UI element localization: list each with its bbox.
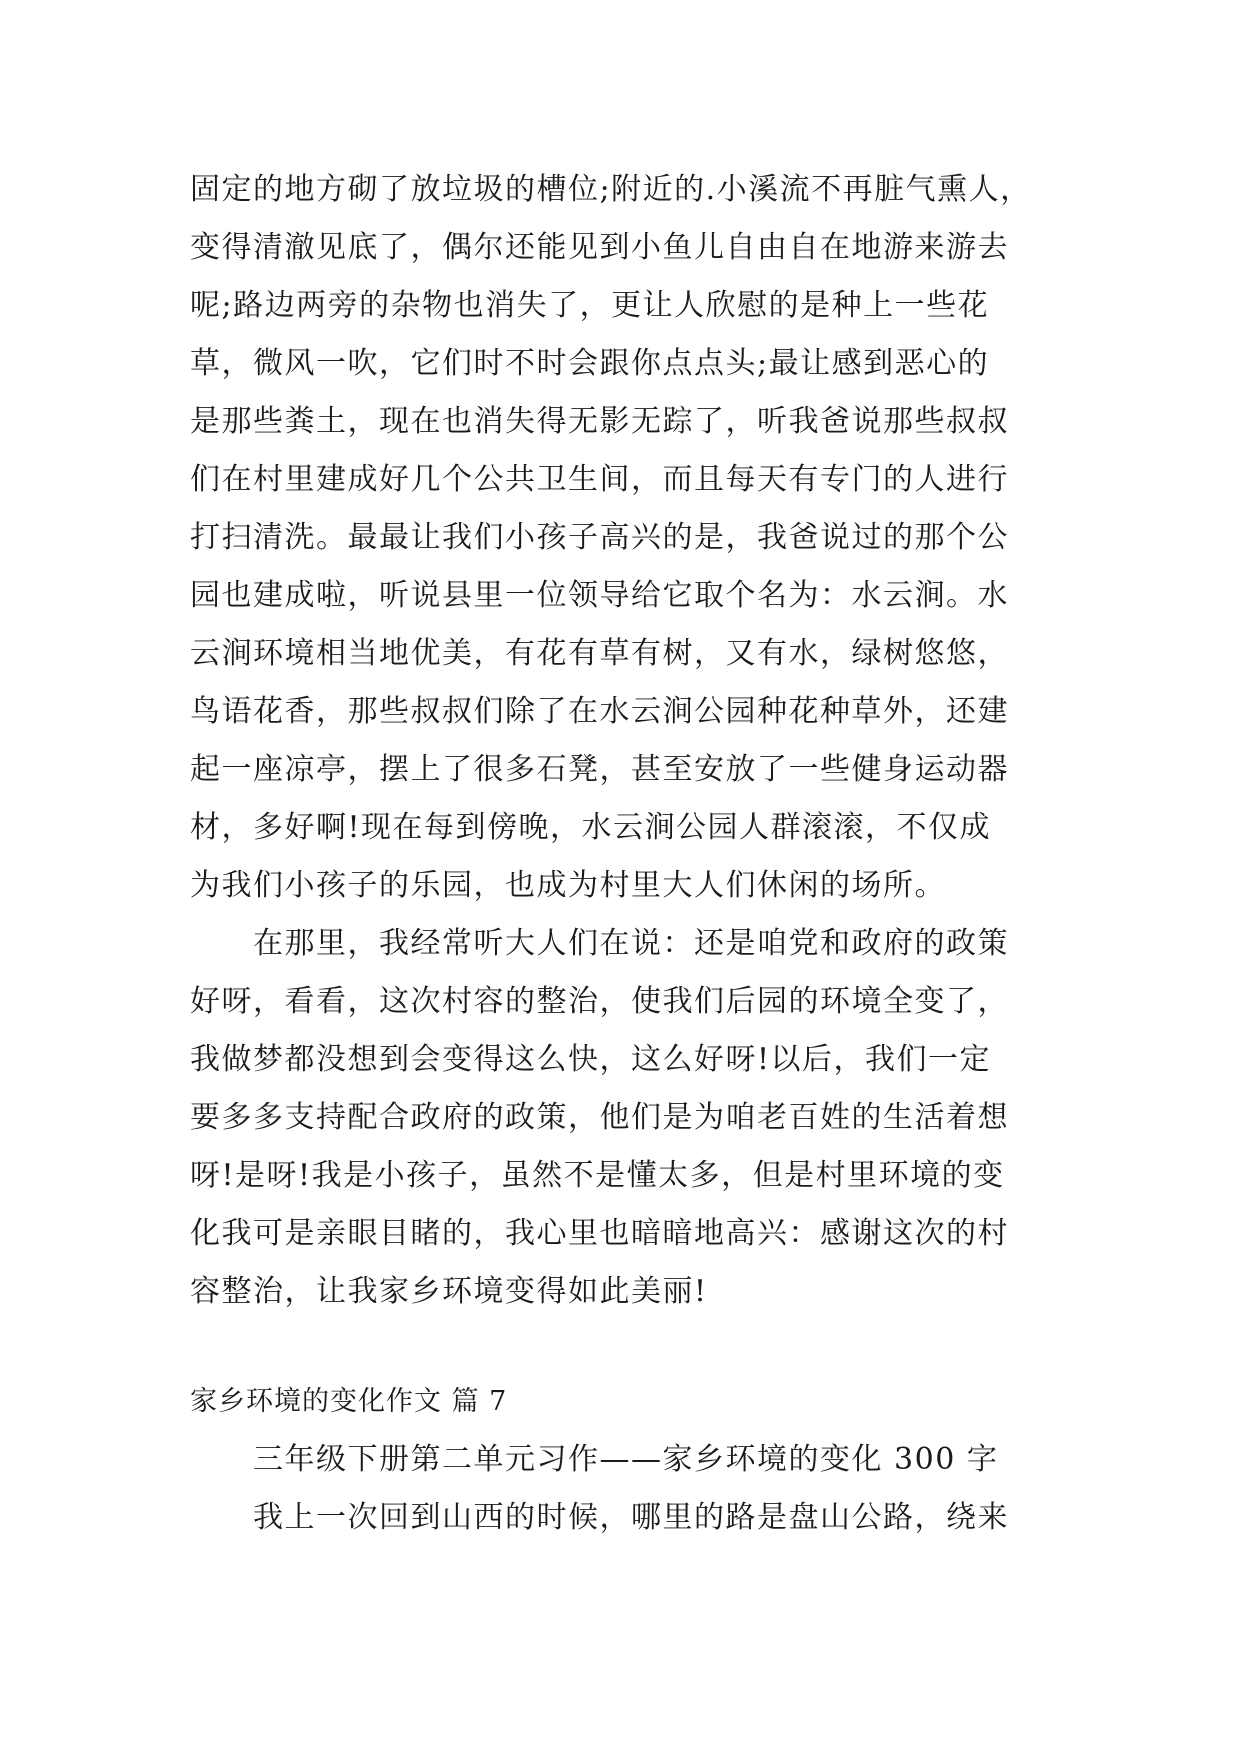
paragraph-line: 要多多支持配合政府的政策，他们是为咱老百姓的生活着想 [190,1100,1009,1135]
paragraph-line: 打扫清洗。最最让我们小孩子高兴的是，我爸说过的那个公 [190,520,1009,555]
essay-subtitle: 三年级下册第二单元习作——家乡环境的变化 300 字 [253,1442,999,1477]
paragraph-line: 呢;路边两旁的杂物也消失了，更让人欣慰的是种上一些花 [190,288,990,323]
section-heading: 家乡环境的变化作文 篇 7 [190,1386,508,1417]
paragraph-line: 鸟语花香，那些叔叔们除了在水云涧公园种花种草外，还建 [190,694,1009,729]
paragraph-line: 园也建成啦，听说县里一位领导给它取个名为：水云涧。水 [190,578,1009,613]
paragraph-line: 是那些粪土，现在也消失得无影无踪了，听我爸说那些叔叔 [190,404,1009,439]
paragraph-line: 草，微风一吹，它们时不时会跟你点点头;最让感到恶心的 [190,346,990,381]
paragraph-line: 我做梦都没想到会变得这么快，这么好呀!以后，我们一定 [190,1042,992,1077]
paragraph-line: 云涧环境相当地优美，有花有草有树，又有水，绿树悠悠， [190,636,1009,671]
paragraph-line: 变得清澈见底了，偶尔还能见到小鱼儿自由自在地游来游去 [190,230,1009,265]
paragraph-line: 呀!是呀!我是小孩子，虽然不是懂太多，但是村里环境的变 [190,1158,1005,1193]
paragraph-line: 好呀，看看，这次村容的整治，使我们后园的环境全变了， [190,984,1009,1019]
paragraph-line: 固定的地方砌了放垃圾的槽位;附近的.小溪流不再脏气熏人， [190,172,1032,207]
paragraph-line: 容整治，让我家乡环境变得如此美丽! [190,1274,708,1309]
paragraph-line: 化我可是亲眼目睹的，我心里也暗暗地高兴：感谢这次的村 [190,1216,1009,1251]
paragraph-line: 为我们小孩子的乐园，也成为村里大人们休闲的场所。 [190,868,946,903]
paragraph-line: 在那里，我经常听大人们在说：还是咱党和政府的政策 [253,926,1009,961]
paragraph-line: 们在村里建成好几个公共卫生间，而且每天有专门的人进行 [190,462,1009,497]
paragraph-line: 材，多好啊!现在每到傍晚，水云涧公园人群滚滚，不仅成 [190,810,992,845]
paragraph-line: 起一座凉亭，摆上了很多石凳，甚至安放了一些健身运动器 [190,752,1009,787]
paragraph-line: 我上一次回到山西的时候，哪里的路是盘山公路，绕来 [253,1500,1009,1535]
